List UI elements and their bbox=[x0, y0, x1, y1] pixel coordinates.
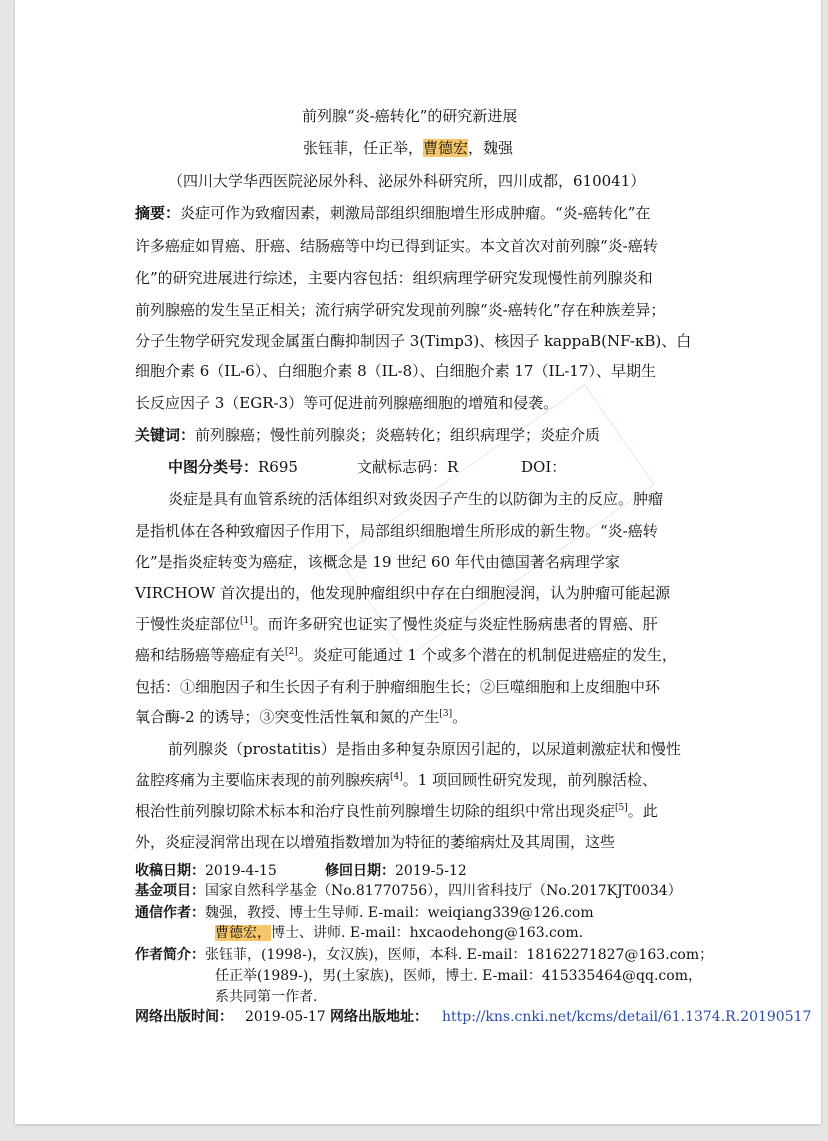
text-span: 。炎症可能通过 1 个或多个潜在的机制促进癌症的发生， bbox=[297, 646, 677, 664]
keywords-text: 前列腺癌；慢性前列腺炎；炎癌转化；组织病理学；炎症介质 bbox=[195, 426, 601, 444]
body-p1-line-8 bbox=[135, 707, 467, 727]
abstract-line-4: 前列腺癌的发生呈正相关；流行病学研究发现前列腺“炎-癌转化”存在种族差异； bbox=[135, 301, 666, 319]
affiliation: （四川大学华西医院泌尿外科、泌尿外科研究所，四川成都，610041） bbox=[168, 172, 646, 190]
abstract-line-2: 许多癌症如胃癌、肝癌、结肠癌等中均已得到证实。本文首次对前列腺“炎-癌转 bbox=[135, 237, 658, 255]
author-bio-3: 系共同第一作者. bbox=[215, 989, 318, 1005]
text-span: 癌和结肠癌等癌症有关 bbox=[135, 646, 286, 664]
abstract-line-6: 细胞介素 6（IL-6）、白细胞介素 8（IL-8）、白细胞介素 17（IL-17）、早期生 bbox=[135, 362, 657, 380]
body-p1-line-4: VIRCHOW 首次提出的，他发现肿瘤组织中存在白细胞浸润，认为肿瘤可能起源 bbox=[135, 584, 671, 602]
correspondence-label: 通信作者： bbox=[135, 905, 205, 921]
text-span: 氧合酶-2 的诱导；③突变性活性氧和氮的产生 bbox=[135, 708, 440, 726]
received-date bbox=[135, 861, 277, 881]
body-p1-line-7: 包括：①细胞因子和生长因子有利于肿瘤细胞生长；②巨噬细胞和上皮细胞中环 bbox=[135, 678, 661, 696]
author-bio-1 bbox=[135, 945, 713, 965]
body-p1-line-2: 是指机体在各种致瘤因子作用下，局部组织细胞增生所形成的新生物。“炎-癌转 bbox=[135, 522, 658, 540]
body-p2-line-1: 前列腺炎（prostatitis）是指由多种复杂原因引起的，以尿道刺激症状和慢性 bbox=[168, 740, 681, 758]
correspondence-2 bbox=[215, 923, 583, 943]
classification-code bbox=[168, 457, 298, 477]
citation-ref-5[interactable]: [5] bbox=[615, 803, 628, 813]
document-page bbox=[15, 0, 821, 1124]
author-list bbox=[303, 138, 513, 158]
correspondence-author-1: 魏强，教授、博士生导师. E-mail：weiqiang339@126.com bbox=[205, 905, 594, 921]
body-p2-line-2 bbox=[135, 770, 657, 790]
fund-label: 基金项目： bbox=[135, 883, 205, 899]
online-address-link[interactable]: http://kns.cnki.net/kcms/detail/61.1374.R.20190517 bbox=[442, 1009, 812, 1025]
citation-ref-1[interactable]: [1] bbox=[240, 616, 253, 626]
text-span: 根治性前列腺切除术标本和治疗良性前列腺增生切除的组织中常出现炎症 bbox=[135, 802, 616, 820]
keywords-label: 关键词： bbox=[135, 426, 196, 444]
author-bio-2: 任正举(1989-)，男(土家族)，医师，博士. E-mail：415335464@qq.com， bbox=[215, 968, 702, 984]
fund-value: 国家自然科学基金（No.81770756），四川省科技厅（No.2017KJT0034） bbox=[205, 883, 682, 899]
abstract-line-1 bbox=[135, 203, 650, 223]
correspondence-author-2: 博士、讲师. E-mail：hxcaodehong@163.com. bbox=[271, 925, 584, 941]
body-p1-line-3: 化”是指炎症转变为癌症，该概念是 19 世纪 60 年代由德国著名病理学家 bbox=[135, 553, 620, 571]
abstract-text: 炎症可作为致瘤因素，刺激局部组织细胞增生形成肿瘤。“炎-癌转化”在 bbox=[180, 204, 651, 222]
text-span: 。此 bbox=[627, 802, 658, 820]
document-code-label: 文献标志码： bbox=[357, 458, 448, 476]
online-time-value: 2019-05-17 bbox=[245, 1009, 326, 1025]
keywords bbox=[135, 425, 600, 445]
authors-last: ，魏强 bbox=[468, 139, 514, 157]
received-label: 收稿日期： bbox=[135, 863, 205, 879]
classification-value: R695 bbox=[258, 458, 298, 476]
document-code bbox=[357, 457, 458, 477]
body-p2-line-4: 外，炎症浸润常出现在以增殖指数增加为特征的萎缩病灶及其周围，这些 bbox=[135, 833, 616, 851]
text-span: 于慢性炎症部位 bbox=[135, 615, 241, 633]
online-publish bbox=[135, 1007, 326, 1027]
body-p1-line-6 bbox=[135, 645, 677, 665]
revised-value: 2019-5-12 bbox=[395, 863, 467, 879]
abstract-label: 摘要： bbox=[135, 204, 181, 222]
text-span: 。而许多研究也证实了慢性炎症与炎症性肠病患者的胃癌、肝 bbox=[252, 615, 658, 633]
highlighted-author: 曹德宏 bbox=[423, 139, 469, 157]
citation-ref-4[interactable]: [4] bbox=[390, 772, 403, 782]
body-p2-line-3 bbox=[135, 801, 658, 821]
body-p1-line-5 bbox=[135, 614, 658, 634]
correspondence-1 bbox=[135, 903, 594, 923]
highlighted-correspondence-name: 曹德宏， bbox=[215, 925, 271, 941]
online-address-label: 网络出版地址： bbox=[330, 1009, 428, 1025]
abstract-line-3: 化”的研究进展进行综述，主要内容包括：组织病理学研究发现慢性前列腺炎和 bbox=[135, 269, 653, 287]
online-time-label: 网络出版时间： bbox=[135, 1009, 233, 1025]
abstract-line-7: 长反应因子 3（EGR-3）等可促进前列腺癌细胞的增殖和侵袭。 bbox=[135, 394, 559, 412]
citation-ref-2[interactable]: [2] bbox=[285, 647, 298, 657]
bio-line-1: 张钰菲，(1998-)，女汉族)，医师，本科. E-mail：18162271827@163.com； bbox=[205, 947, 714, 963]
received-value: 2019-4-15 bbox=[205, 863, 277, 879]
text-span: 。1 项回顾性研究发现，前列腺活检、 bbox=[402, 771, 658, 789]
bio-label: 作者简介： bbox=[135, 947, 205, 963]
body-p1-line-1: 炎症是具有血管系统的活体组织对致炎因子产生的以防御为主的反应。肿瘤 bbox=[168, 490, 664, 508]
revised-label: 修回日期： bbox=[325, 863, 395, 879]
revised-date bbox=[325, 861, 467, 881]
paper-title: 前列腺“炎-癌转化”的研究新进展 bbox=[302, 107, 518, 125]
citation-ref-3[interactable]: [3] bbox=[439, 709, 453, 719]
abstract-line-5: 分子生物学研究发现金属蛋白酶抑制因子 3(Timp3)、核因子 kappaB(NF-κB)、白 bbox=[135, 332, 692, 350]
text-span: 。 bbox=[452, 708, 468, 726]
document-code-value: R bbox=[447, 458, 459, 476]
text-span: 盆腔疼痛为主要临床表现的前列腺疾病 bbox=[135, 771, 391, 789]
authors-first: 张钰菲，任正举， bbox=[303, 139, 424, 157]
doi-label: DOI： bbox=[521, 458, 567, 476]
online-address bbox=[330, 1007, 811, 1027]
classification-label: 中图分类号： bbox=[168, 458, 259, 476]
fund-info bbox=[135, 881, 682, 901]
